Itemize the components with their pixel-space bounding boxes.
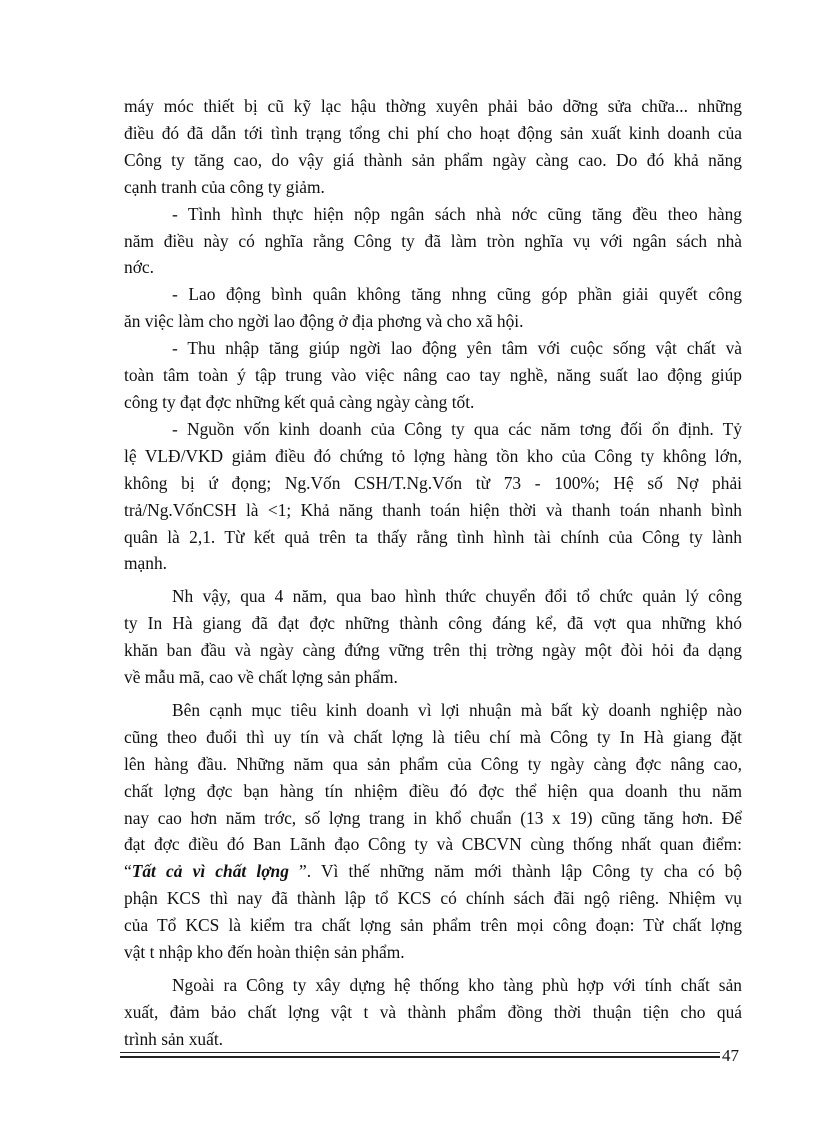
text-line: không bị ứ đọng; Ng.Vốn CSH/T.Ng.Vốn từ 73 - 100%; Hệ số Nợ phải xyxy=(124,472,742,493)
text-line: nớc. xyxy=(124,257,154,278)
paragraph-8 xyxy=(124,972,742,1053)
text-line: về mẫu mã, cao về chất lợng sản phẩm. xyxy=(124,667,398,688)
text-line: - Lao động bình quân không tăng nhng cũng góp phần giải quyết công xyxy=(172,284,742,305)
text-line: lên hàng đầu. Những năm qua sản phẩm của Công ty ngày càng đợc nâng cao, xyxy=(124,753,742,774)
text-line: mạnh. xyxy=(124,553,167,574)
text-line: - Thu nhập tăng giúp ngời lao động yên tâm với cuộc sống vật chất và xyxy=(172,338,742,359)
text-line: ty In Hà giang đã đạt đợc những thành công đáng kể, đã vợt qua những khó xyxy=(124,613,742,634)
text-line: phận KCS thì nay đã thành lập tổ KCS có chính sách đãi ngộ riêng. Nhiệm vụ xyxy=(124,888,742,909)
text-line: khăn ban đầu và ngày càng đứng vững trên thị trờng ngày một đòi hỏi đa dạng xyxy=(124,640,742,661)
quote-open-mark: “ xyxy=(124,861,132,882)
text-line: xuất, đảm bảo chất lợng vật t và thành phẩm đồng thời thuận tiện cho quá xyxy=(124,1001,742,1022)
quote-rest: ”. Vì thế những năm mới thành lập Công ty cha có bộ xyxy=(288,861,742,882)
footer-rule-thick xyxy=(120,1056,720,1058)
text-line: Nh vậy, qua 4 năm, qua bao hình thức chuyển đổi tổ chức quản lý công xyxy=(172,586,742,607)
text-line: cũng theo đuổi thì uy tín và chất lợng là tiêu chí mà Công ty In Hà giang đặt xyxy=(124,726,742,747)
text-line: cạnh tranh của công ty giảm. xyxy=(124,176,325,197)
text-line: trả/Ng.VốnCSH là <1; Khả năng thanh toán hiện thời và thanh toán nhanh bình xyxy=(124,499,742,520)
text-line: quân là 2,1. Từ kết quả trên ta thấy rằng tình hình tài chính của Công ty lành xyxy=(124,526,742,547)
text-line: Ngoài ra Công ty xây dựng hệ thống kho tàng phù hợp với tính chất sản xyxy=(172,975,742,995)
text-line: nay cao hơn năm trớc, số lợng trang in khổ chuẩn (13 x 19) cũng tăng hơn. Để xyxy=(124,807,742,828)
text-line: đạt đợc điều đó Ban Lãnh đạo Công ty và CBCVN cùng thống nhất quan điểm: xyxy=(124,834,742,855)
paragraph-1 xyxy=(124,93,742,201)
footer-rule xyxy=(120,1052,720,1060)
paragraph-7 xyxy=(124,697,742,966)
text-line: lệ VLĐ/VKD giảm điều đó chứng tỏ lợng hàng tồn kho của Công ty không lớn, xyxy=(124,445,742,466)
text-line: vật t nhập kho đến hoàn thiện sản phẩm. xyxy=(124,942,405,963)
text-line: máy móc thiết bị cũ kỹ lạc hậu thờng xuyên phải bảo dỡng sửa chữa... những xyxy=(124,96,742,116)
text-line: công ty đạt đợc những kết quả càng ngày càng tốt. xyxy=(124,391,475,412)
text-line: - Tình hình thực hiện nộp ngân sách nhà nớc cũng tăng đều theo hàng xyxy=(172,203,742,224)
quote-line xyxy=(124,858,742,885)
text-line: chất lợng đợc bạn hàng tín nhiệm điều đó đợc thể hiện qua doanh thu năm xyxy=(124,780,742,801)
text-line: điều đó đã dẫn tới tình trạng tổng chi phí cho hoạt động sản xuất kinh doanh của xyxy=(124,122,742,143)
body-text xyxy=(124,93,742,1053)
text-line: Bên cạnh mục tiêu kinh doanh vì lợi nhuận mà bất kỳ doanh nghiệp nào xyxy=(172,699,742,720)
text-line: - Nguồn vốn kinh doanh của Công ty qua các năm tơng đối ổn định. Tỷ xyxy=(172,418,742,439)
text-line: trình sản xuất. xyxy=(124,1028,224,1049)
paragraph-3 xyxy=(124,281,742,335)
paragraph-5 xyxy=(124,416,742,577)
text-line: ăn việc làm cho ngời lao động ở địa phơng và cho xã hội. xyxy=(124,311,524,332)
paragraph-6 xyxy=(124,583,742,691)
paragraph-4 xyxy=(124,335,742,416)
paragraph-2 xyxy=(124,201,742,282)
text-line: Công ty tăng cao, do vậy giá thành sản phẩm ngày càng cao. Do đó khả năng xyxy=(124,149,742,170)
page-number: 47 xyxy=(722,1046,739,1065)
footer-rule-thin xyxy=(120,1052,720,1053)
text-line: năm điều này có nghĩa rằng Công ty đã làm tròn nghĩa vụ với ngân sách nhà xyxy=(124,230,742,251)
emphasis-text: Tất cả vì chất lợng xyxy=(131,861,289,882)
text-line: toàn tâm toàn ý tập trung vào việc nâng cao tay nghề, năng suất lao động giúp xyxy=(124,365,742,386)
text-line: của Tổ KCS là kiểm tra chất lợng sản phẩm trên mọi công đoạn: Từ chất lợng xyxy=(124,915,742,936)
